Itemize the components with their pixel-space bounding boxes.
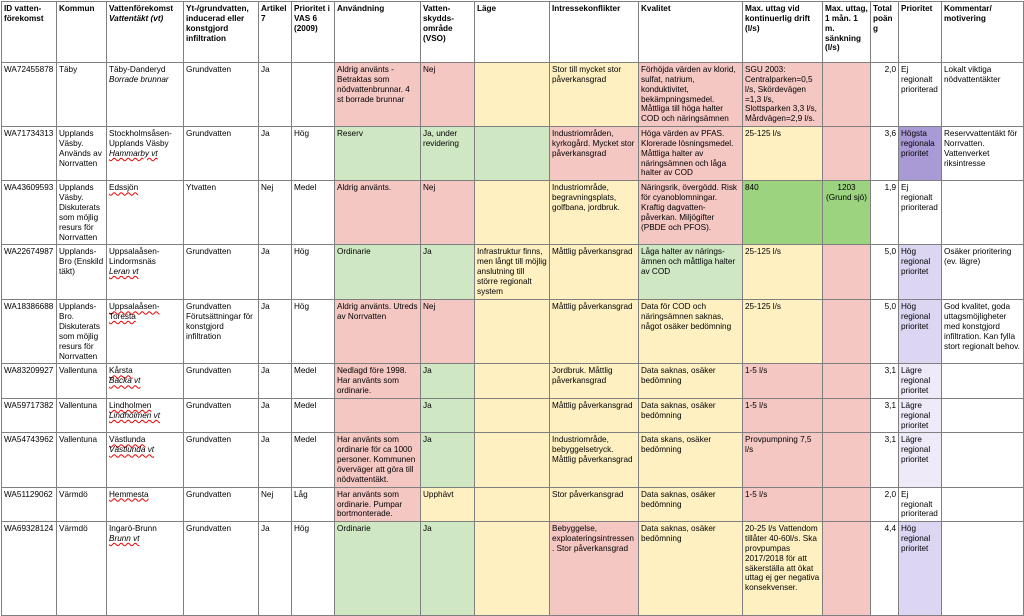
cell-artikel7: Ja (259, 245, 292, 300)
cell-lage (475, 300, 550, 364)
cell-prioritet: Ej regionalt prioriterad (899, 487, 942, 522)
cell-anvandning: Aldrig använts - Betraktas som nödvattenbrunnar. 4 st borrade brunnar (335, 63, 421, 127)
cell-id: WA69328124 (2, 522, 57, 616)
vt-name: Västlunda vt (109, 445, 155, 455)
cell-poang: 3,6 (871, 127, 899, 181)
cell-anvandning (335, 398, 421, 433)
cell-artikel7: Ja (259, 398, 292, 433)
cell-vas6: Hög (292, 300, 335, 364)
cell-vattenforekomst (107, 398, 184, 433)
cell-max-uttag-manad (823, 63, 871, 127)
cell-vattenforekomst (107, 63, 184, 127)
header-vso: Vatten-skydds-område (VSO) (421, 2, 475, 63)
vf-name: Edssjön (109, 183, 139, 193)
cell-intresse: Industriområden, kyrkogård. Mycket stor påverkansgrad (550, 127, 639, 181)
vt-name: Lindholmen vt (109, 410, 160, 420)
cell-anvandning: Ordinarie (335, 522, 421, 616)
cell-max-uttag: 840 (743, 181, 823, 245)
cell-kommentar: God kvalitet, goda uttagsmöjligheter med konstgjord infiltration. Kan fylla stort regionalt behov. (942, 300, 1024, 364)
cell-vattenforekomst (107, 245, 184, 300)
cell-prioritet: Hög regional prioritet (899, 245, 942, 300)
cell-kommun: Upplands Väsby. Diskuterats som möjlig resurs för Norrvatten (57, 181, 107, 245)
cell-typ: Grundvatten (184, 127, 259, 181)
cell-typ: Grundvatten (184, 364, 259, 399)
water-source-table (1, 1, 1024, 616)
vf-name: Uppsalaåsen-Lindormsnäs (109, 247, 160, 267)
cell-intresse: Industriområde, begravningsplats, golfbana, jordbruk. (550, 181, 639, 245)
cell-typ: Grundvatten Förutsättningar för konstgjord infiltration (184, 300, 259, 364)
cell-kvalitet: Näringsrik, övergödd. Risk för cyanoblomningar. Kraftig dagvatten-påverkan. Miljögifter (PBDE och PFOS). (639, 181, 743, 245)
cell-id: WA43609593 (2, 181, 57, 245)
header-kvalitet: Kvalitet (639, 2, 743, 63)
cell-id: WA54743962 (2, 433, 57, 487)
cell-intresse: Stor till mycket stor påverkansgrad (550, 63, 639, 127)
cell-poang: 3,1 (871, 364, 899, 399)
header-id: ID vatten-förekomst (2, 2, 57, 63)
cell-vso: Ja (421, 522, 475, 616)
cell-max-uttag: 25-125 l/s (743, 127, 823, 181)
cell-typ: Grundvatten (184, 63, 259, 127)
vf-name: Ingarö-Brunn (109, 524, 157, 534)
cell-id: WA51129062 (2, 487, 57, 522)
cell-typ: Grundvatten (184, 245, 259, 300)
cell-kommun: Vallentuna (57, 364, 107, 399)
vf-name: Stockholmsåsen-Upplands Väsby (109, 129, 172, 148)
vf-name: Lindholmen (109, 400, 152, 410)
cell-artikel7: Nej (259, 181, 292, 245)
cell-max-uttag-manad (823, 364, 871, 399)
cell-kommentar: Reservvattentäkt för Norrvatten. Vattenverket riksintresse (942, 127, 1024, 181)
cell-poang: 1,9 (871, 181, 899, 245)
table-row (2, 433, 1024, 487)
cell-typ: Ytvatten (184, 181, 259, 245)
vt-name: Brunn vt (109, 534, 140, 544)
cell-lage (475, 364, 550, 399)
cell-kvalitet: Låga halter av närings-ämnen och måttliga halter av COD (639, 245, 743, 300)
cell-poang: 5,0 (871, 300, 899, 364)
cell-vso: Ja (421, 245, 475, 300)
cell-artikel7: Ja (259, 63, 292, 127)
cell-max-uttag-manad (823, 245, 871, 300)
cell-kommun: Vallentuna (57, 398, 107, 433)
cell-lage: Infrastruktur finns, men långt till möjlig anslutning till större regionalt system (475, 245, 550, 300)
cell-max-uttag: Provpumpning 7,5 l/s (743, 433, 823, 487)
vf-name: Uppsalaåsen-Toresta (109, 302, 160, 322)
cell-lage (475, 127, 550, 181)
cell-anvandning: Nedlagd före 1998. Har använts som ordinarie. (335, 364, 421, 399)
cell-max-uttag-manad (823, 127, 871, 181)
cell-vso: Nej (421, 181, 475, 245)
cell-vattenforekomst (107, 433, 184, 487)
cell-poang: 3,1 (871, 433, 899, 487)
cell-intresse: Stor påverkansgrad (550, 487, 639, 522)
cell-kvalitet: Förhöjda värden av klorid, sulfat, natrium, konduktivitet, bekämpningsmedel. Måttliga till höga halter COD och näringsämnen (639, 63, 743, 127)
cell-poang: 3,1 (871, 398, 899, 433)
cell-max-uttag-manad (823, 433, 871, 487)
cell-kommun: Upplands-Bro (Enskild täkt) (57, 245, 107, 300)
header-kommun: Kommun (57, 2, 107, 63)
cell-lage (475, 63, 550, 127)
vf-name: Täby-Danderyd (109, 65, 166, 74)
cell-kommun: Täby (57, 63, 107, 127)
vt-name: Hammarby vt (109, 148, 158, 158)
cell-vas6: Medel (292, 398, 335, 433)
cell-prioritet: Hög regional prioritet (899, 522, 942, 616)
cell-intresse: Måttlig påverkansgrad (550, 300, 639, 364)
table-row (2, 300, 1024, 364)
cell-kommentar (942, 487, 1024, 522)
cell-max-uttag: SGU 2003: Centralparken=0,5 l/s, Skördevägen =1,3 l/s, Slottsparken 3,3 l/s, Mårdvägen=2,9 l/s. (743, 63, 823, 127)
cell-lage (475, 181, 550, 245)
cell-id: WA22674987 (2, 245, 57, 300)
cell-kommentar (942, 522, 1024, 616)
cell-max-uttag-manad (823, 300, 871, 364)
cell-max-uttag: 1-5 l/s (743, 487, 823, 522)
cell-kommun: Värmdö (57, 487, 107, 522)
cell-typ: Grundvatten (184, 487, 259, 522)
cell-typ: Grundvatten (184, 522, 259, 616)
cell-kommentar: Lokalt viktiga nödvattentäkter (942, 63, 1024, 127)
cell-vso: Ja (421, 433, 475, 487)
cell-vattenforekomst (107, 487, 184, 522)
cell-vas6: Låg (292, 487, 335, 522)
cell-max-uttag-manad: 1203 (Grund sjö) (823, 181, 871, 245)
cell-poang: 2,0 (871, 63, 899, 127)
cell-kommentar (942, 398, 1024, 433)
header-typ: Yt-/grundvatten, inducerad eller konstgjord infiltration (184, 2, 259, 63)
cell-vas6: Hög (292, 522, 335, 616)
cell-max-uttag-manad (823, 398, 871, 433)
cell-typ: Grundvatten (184, 433, 259, 487)
cell-poang: 5,0 (871, 245, 899, 300)
cell-kvalitet: Data saknas, osäker bedömning (639, 487, 743, 522)
table-row (2, 398, 1024, 433)
cell-artikel7: Ja (259, 364, 292, 399)
vf-name: Västlunda (109, 435, 146, 445)
vf-name: Kårsta (109, 366, 133, 376)
cell-intresse: Industriområde, bebyggelsetryck. Måttlig påverkansgrad (550, 433, 639, 487)
cell-prioritet: Högsta regionala prioritet (899, 127, 942, 181)
cell-anvandning: Reserv (335, 127, 421, 181)
cell-anvandning: Aldrig använts. Utreds av Norrvatten (335, 300, 421, 364)
header-vattenforekomst: Vattenförekomst Vattentäkt (vt) (107, 2, 184, 63)
cell-max-uttag: 25-125 l/s (743, 300, 823, 364)
header-kommentar: Kommentar/ motivering (942, 2, 1024, 63)
cell-poang: 2,0 (871, 487, 899, 522)
cell-kommentar (942, 364, 1024, 399)
cell-vso: Upphävt (421, 487, 475, 522)
cell-max-uttag: 1-5 l/s (743, 398, 823, 433)
cell-intresse: Jordbruk. Måttlig påverkansgrad (550, 364, 639, 399)
cell-id: WA18386688 (2, 300, 57, 364)
cell-vso: Ja, under revidering (421, 127, 475, 181)
cell-anvandning: Aldrig använts. (335, 181, 421, 245)
cell-id: WA71734313 (2, 127, 57, 181)
table-row (2, 63, 1024, 127)
cell-typ: Grundvatten (184, 398, 259, 433)
cell-kommun: Upplands-Bro. Diskuterats som möjlig resurs för Norrvatten (57, 300, 107, 364)
header-lage: Läge (475, 2, 550, 63)
cell-kommun: Värmdö (57, 522, 107, 616)
cell-kvalitet: Data skans, osäker bedömning (639, 433, 743, 487)
cell-anvandning: Ordinarie (335, 245, 421, 300)
cell-vattenforekomst (107, 127, 184, 181)
table-row (2, 127, 1024, 181)
cell-lage (475, 433, 550, 487)
cell-kommentar (942, 433, 1024, 487)
cell-lage (475, 487, 550, 522)
cell-prioritet: Ej regionalt prioriterad (899, 181, 942, 245)
cell-vas6: Medel (292, 364, 335, 399)
cell-anvandning: Har använts som ordinarie för ca 1000 personer. Kommunen överväger att göra till nödvattentäkt. (335, 433, 421, 487)
cell-kommentar: Osäker prioritering (ev. lägre) (942, 245, 1024, 300)
header-anvandning: Användning (335, 2, 421, 63)
vf-name: Hemmesta (109, 489, 149, 499)
header-max-uttag: Max. uttag vid kontinuerlig drift (l/s) (743, 2, 823, 63)
header-prioritet-vas6: Prioritet i VAS 6 (2009) (292, 2, 335, 63)
header-total-poang: Total poäng (871, 2, 899, 63)
vt-name: Borrade brunnar (109, 74, 169, 84)
header-prioritet: Prioritet (899, 2, 942, 63)
cell-kvalitet: Data saknas, osäker bedömning (639, 364, 743, 399)
cell-prioritet: Lägre regional prioritet (899, 398, 942, 433)
cell-kvalitet: Data saknas, osäker bedömning (639, 522, 743, 616)
cell-intresse: Måttlig påverkansgrad (550, 398, 639, 433)
cell-artikel7: Ja (259, 300, 292, 364)
cell-max-uttag-manad (823, 522, 871, 616)
header-artikel7: Artikel 7 (259, 2, 292, 63)
cell-vso: Nej (421, 300, 475, 364)
cell-vas6: Medel (292, 181, 335, 245)
cell-vso: Ja (421, 398, 475, 433)
cell-max-uttag: 25-125 l/s (743, 245, 823, 300)
vt-name: Backa vt (109, 376, 141, 386)
cell-intresse: Bebyggelse, exploateringsintressen. Stor påverkansgrad (550, 522, 639, 616)
cell-poang: 4,4 (871, 522, 899, 616)
cell-max-uttag: 20-25 l/s Vattendom tillåter 40-60l/s. Ska provpumpas 2017/2018 för att säkerställa att ökat uttag ej ger negativa konsekvenser. (743, 522, 823, 616)
cell-kommun: Vallentuna (57, 433, 107, 487)
cell-lage (475, 398, 550, 433)
cell-max-uttag-manad (823, 487, 871, 522)
table-row (2, 245, 1024, 300)
cell-intresse: Måttlig påverkansgrad (550, 245, 639, 300)
cell-id: WA72455878 (2, 63, 57, 127)
table-row (2, 522, 1024, 616)
cell-vso: Nej (421, 63, 475, 127)
cell-artikel7: Ja (259, 127, 292, 181)
cell-kommun: Upplands Väsby. Används av Norrvatten (57, 127, 107, 181)
table-row (2, 487, 1024, 522)
cell-vas6: Medel (292, 433, 335, 487)
cell-artikel7: Ja (259, 522, 292, 616)
cell-vattenforekomst (107, 522, 184, 616)
cell-kommentar (942, 181, 1024, 245)
cell-prioritet: Hög regional prioritet (899, 300, 942, 364)
cell-vattenforekomst (107, 181, 184, 245)
cell-id: WA59717382 (2, 398, 57, 433)
cell-kvalitet: Höga värden av PFAS. Klorerade lösningsmedel. Måttliga halter av näringsämnen och låga halter av COD (639, 127, 743, 181)
cell-vas6 (292, 63, 335, 127)
cell-prioritet: Lägre regional prioritet (899, 364, 942, 399)
cell-max-uttag: 1-5 l/s (743, 364, 823, 399)
cell-lage (475, 522, 550, 616)
table-row (2, 181, 1024, 245)
cell-vso: Ja (421, 364, 475, 399)
header-max-uttag-manad: Max. uttag, 1 mån. 1 m. sänkning (l/s) (823, 2, 871, 63)
cell-vattenforekomst (107, 300, 184, 364)
cell-kvalitet: Data för COD och näringsämnen saknas, något osäker bedömning (639, 300, 743, 364)
cell-artikel7: Nej (259, 487, 292, 522)
vt-name: Leran vt (109, 267, 139, 277)
cell-vas6: Hög (292, 245, 335, 300)
cell-vas6: Hög (292, 127, 335, 181)
header-row (2, 2, 1024, 63)
cell-artikel7: Ja (259, 433, 292, 487)
cell-vattenforekomst (107, 364, 184, 399)
table-row (2, 364, 1024, 399)
cell-prioritet: Ej regionalt prioriterad (899, 63, 942, 127)
header-vattentakt: Vattentäkt (vt) (109, 13, 164, 23)
cell-anvandning: Har använts som ordinarie. Pumpar bortmonterade. (335, 487, 421, 522)
cell-kvalitet: Data saknas, osäker bedömning (639, 398, 743, 433)
cell-prioritet: Lägre regional prioritet (899, 433, 942, 487)
header-intressekonflikter: Intressekonflikter (550, 2, 639, 63)
cell-id: WA83209927 (2, 364, 57, 399)
